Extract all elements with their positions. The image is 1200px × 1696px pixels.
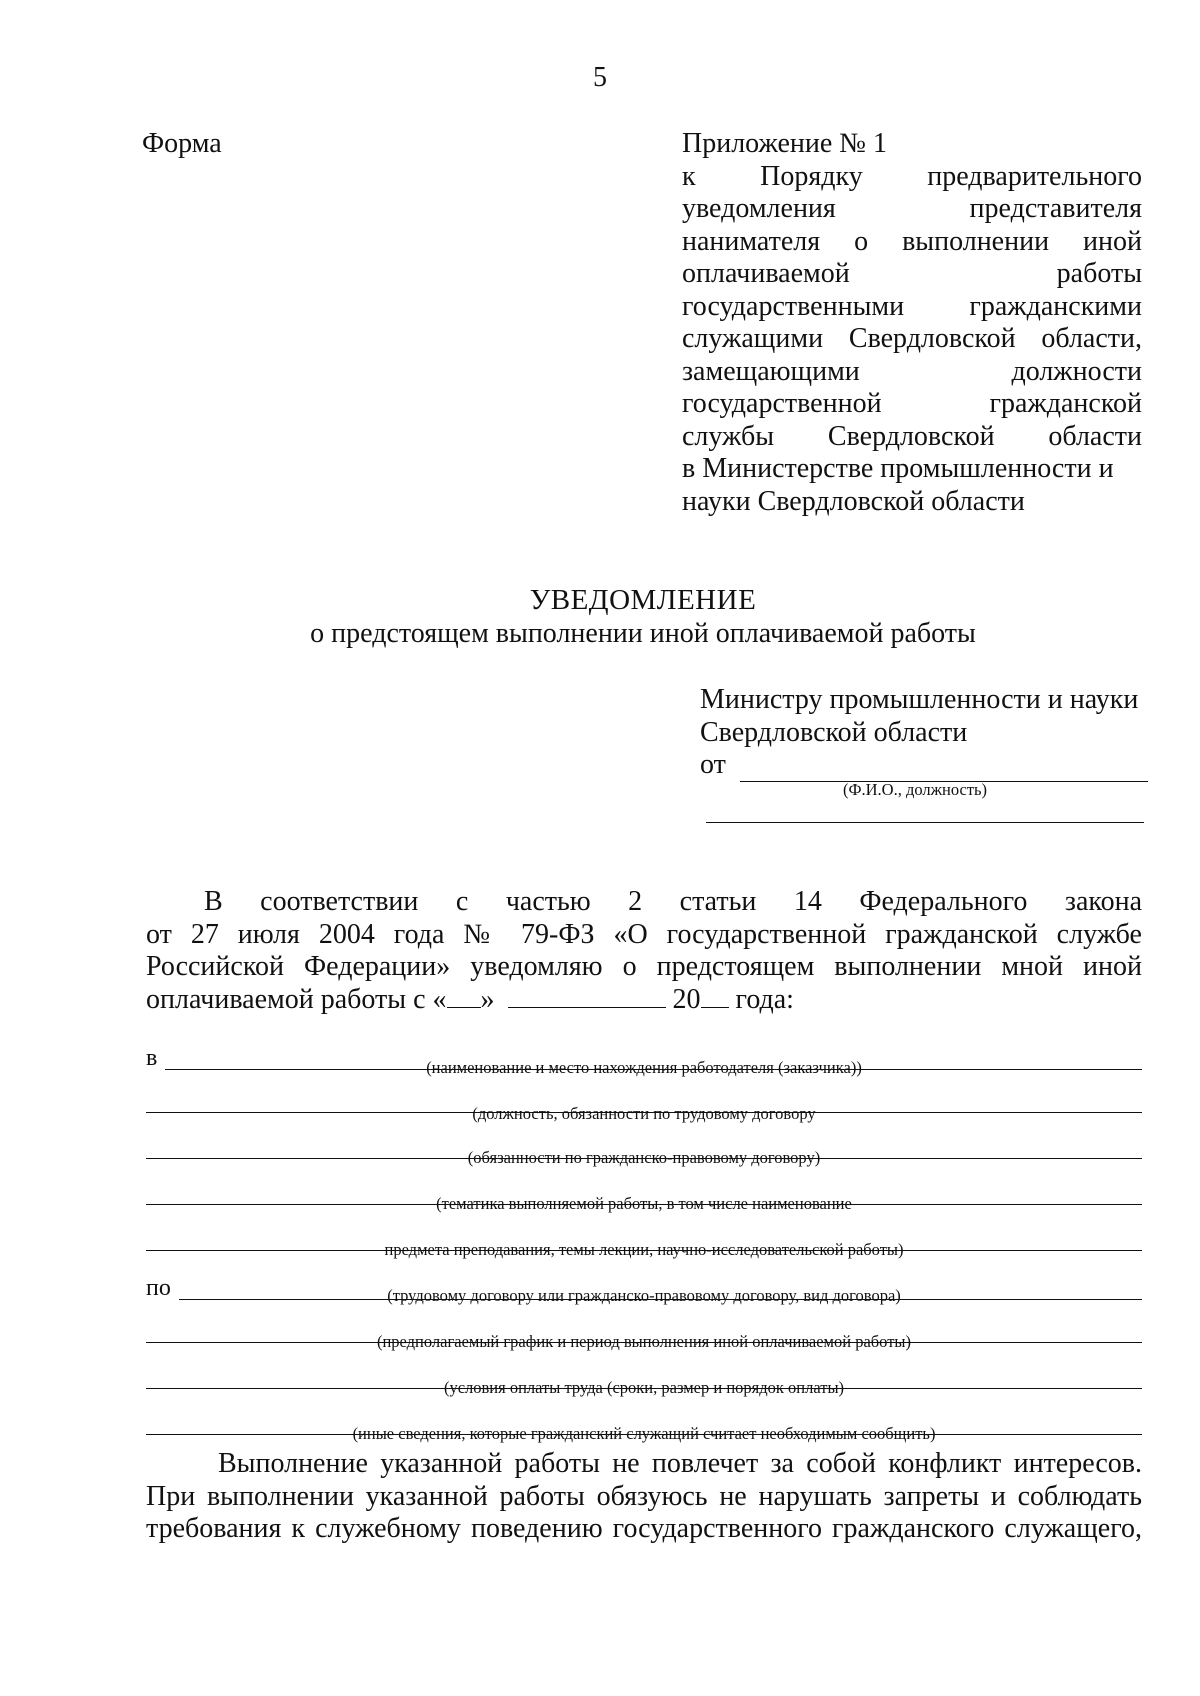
addressee-line-1: Министру промышленности и науки [700,684,1139,715]
paragraph-line: В соответствии с частью 2 статьи 14 Федерального закона [204,886,1142,917]
addressee-block [700,684,1148,782]
fio-caption: (Ф.И.О., должность) [842,780,988,799]
day-blank[interactable] [447,989,481,1008]
addressee-fill-line-2[interactable] [706,822,1144,823]
appendix-line: науки Свердловской области [682,485,1025,517]
paragraph-line-start: оплачиваемой работы с « [146,983,447,1015]
year-prefix: 20 [672,983,701,1015]
field-caption: (предполагаемый график и период выполнения иной оплачиваемой работы) [376,1332,911,1351]
field-caption: (наименование и место нахождения работодателя (заказчика)) [426,1058,862,1077]
appendix-line: государственной гражданской [682,388,1142,419]
closing-line: Выполнение указанной работы не повлечет за собой конфликт интересов. [218,1448,1142,1479]
field-caption: (иные сведения, которые гражданский служащий считает необходимым сообщить) [352,1424,936,1443]
addressee-line-2: Свердловской области [700,716,968,748]
appendix-line: служащими Свердловской области, [682,323,1142,354]
form-label: Форма [142,128,222,159]
by-prefix: по [146,1275,171,1301]
field-caption: (условия оплаты труда (сроки, размер и порядок оплаты) [443,1378,845,1397]
appendix-line: нанимателя о выполнении иной [682,225,1142,257]
year-suffix: года: [735,983,794,1015]
appendix-line: замещающими должности [682,355,1142,387]
closing-line: При выполнении указанной работы обязуюсь не нарушать запреты и соблюдать [146,1480,1142,1512]
paragraph-line: от 27 июля 2004 года № 79-ФЗ «О государственной гражданской службе [146,918,1142,950]
paragraph-line: Российской Федерации» уведомляю о предстоящем выполнении мной иной [146,951,1142,982]
paragraph-date-line [146,984,1142,1017]
document-title: УВЕДОМЛЕНИЕ [529,584,757,616]
closing-line: требования к служебному поведению государственного гражданского служащего, [146,1513,1142,1544]
appendix-line: оплачиваемой работы [682,258,1142,289]
document-subtitle: о предстоящем выполнении иной оплачиваемой работы [310,618,976,649]
from-row [700,749,1148,782]
from-label: от [700,749,726,780]
page-number: 5 [593,62,607,93]
notification-paragraph [146,886,1142,1016]
quote-close: » [480,983,495,1015]
in-prefix: в [146,1045,158,1071]
field-caption: предмета преподавания, темы лекции, научно-исследовательской работы) [384,1240,904,1259]
field-caption: (должность, обязанности по трудовому договору [472,1104,816,1123]
year-blank[interactable] [701,989,729,1008]
closing-paragraph [146,1448,1142,1546]
field-caption: (тематика выполняемой работы, в том числе наименование [436,1194,852,1213]
field-caption: (обязанности по гражданско-правовому договору) [467,1148,821,1167]
month-blank[interactable] [508,989,666,1008]
appendix-title: Приложение № 1 [682,128,887,159]
from-fill-line[interactable] [740,757,1148,782]
appendix-line: уведомления представителя [682,193,1142,224]
appendix-line: государственными гражданскими [682,290,1142,322]
appendix-line: службы Свердловской области [682,420,1142,452]
appendix-line: в Министерстве промышленности и [682,453,1114,484]
field-caption: (трудовому договору или гражданско-правовому договору, вид договора) [387,1286,901,1305]
appendix-line: к Порядку предварительного [682,160,1142,192]
appendix-block [682,128,1142,518]
